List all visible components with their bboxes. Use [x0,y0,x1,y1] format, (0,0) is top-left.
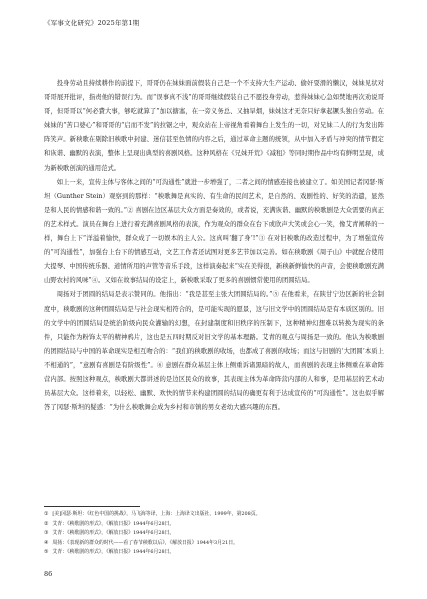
body-paragraph: 投身劳动且持续耕作的前提下，哥哥仍在妹妹面前假装自己是一个不支持大生产运动、偷奸耍滑的懒汉，妹妹见状对哥哥展开批评，指责他的错误行为。而“误事真不浅”的哥哥继续假装自己不愿投身劳动，惹得妹妹心急如焚地再次劝说哥哥，但哥哥以“何必費大事，够吃就算了”加以搪塞，在一旁义务总、又抽旱烟，妹妹这才无奈只好拿起镢头独自劳动。在妹妹的“苦口婆心”和哥哥的“启而不发”的拉锯之中，观众站在上帝视角看着舞台上发生的一切，对兄妹二人的行为发出阵阵笑声。新秧歌在剔除旧秧歌中封建、迷信甚至色情的内容之后，通过革命主题的统领，从中加入矛盾与冲突的情节假定和诙谐、幽默的表演，整体上呈现出典型的喜剧风格。这种风格在《兄妹开荒》《减租》等同时期作品中均有鲜明呈现，成为新秧歌创演的通用范式。 [44,80,384,172]
running-header: 《军事文化研究》2025年第1期 [44,19,140,27]
footnote-mark: ① [44,511,49,517]
footnote-mark: ③ [44,530,49,536]
footnote [44,548,384,558]
page-number: 86 [44,570,53,578]
footnote-text: 艾青：《秧歌剧的形式》，《解放日报》1944年6月28日。 [52,549,175,555]
footnote-mark: ⑤ [44,549,49,555]
main-body-text [44,77,384,415]
footnote-text: 周扬：《表现新的群众的时代——看了春节秧歌以后》，《解放日报》1944年3月21日。 [52,539,238,546]
footnote-mark: ④ [44,539,49,546]
footnote [44,529,384,539]
footnote-mark: ② [44,520,49,527]
footnote-divider [44,506,140,507]
footnote-text: 艾青：《秧歌剧的形式》，《解放日报》1944年6月28日。 [52,530,175,536]
footnotes [44,510,384,558]
body-paragraph: 周扬对于团圆的结局是表示赞同的。他指出：“我是甚至主张大团圆结局的。”⑤ 在他看来，在陕甘宁边区新的社会制度中，秧歌剧的这种团圆结局是与社会现实相符合的，是可能实现的愿景，这与旧文学中的团圆结局是有本质区别的。旧的文学中的团圆结局是统治阶级向民众灌输的幻想，在封建制度和旧秩序的压制下，这种精神幻想难以转换为现实的条件，只能作为粉饰太平的精神鸦片，这也是五四时期反对旧文学的基本理路。艾青的观点与周扬是一致的。他认为秧歌剧的团圆结局与中国的革命现实是相互吻合的：“我们的秧歌剧的收场，也都成了喜剧的收场；而这与旧剧的‘大团圆’本质上不相通的”，“意剧有喜剧是有阶级性”。⑥ 意剧在群众基层主体上侧重诉诸黑暗的故人，而喜剧的表现主体侧重在革命阵营内部。按照这种观点，秧歌剧大都讲述的是边区民众的故事，其表现主体为革命阵营内部的人和事，是用基层的艺术动员基层大众。这样着来，以轻松、幽默、欢快的情节来构建团圆的结局的确更有利于达成宣传的“可沟通性”。这也似乎解答了冈瑟·斯坦的疑惑：“为什么秧歌舞会成为乡村和市镇的男女老幼大感兴趣的东西。 [44,291,384,412]
footnote-text: [美]冈瑟·斯坦：《红色中国的挑战》，马飞海等译，上海：上海译文出版社，1999年，第208页。 [52,511,261,517]
footnote [44,539,384,549]
footnote [44,520,384,530]
footnote-text: 艾青：《秧歌剧的形式》，《解放日报》1944年6月28日。 [52,520,175,527]
body-paragraph: 如上一来，宣传主体与客体之间的“可沟通性”就进一步增强了，二者之间的情感连接也被建立了。如美国记者冈瑟·斯坦（Gunther Stein）观察到的那样：“秧歌舞是真实的、有生命的民间艺术，是自然的、戏剧性的、好笑的消遣，显然是和人民的情感和谐一致的。”② 喜剧在边区基层大众方面是奏效的，或者说，充满诙谐、幽默的秧歌剧是大众需要的真正的艺术样式。演员在舞台上进行着充满喜剧风格的表演，作为观众的群众在台下或欣声大笑或会心一笑，像艾青阐释的一样，舞台上下“洋溢着愉快，群众成了一切娱本的主人公。这真叫‘翻了身’!”③ 在对旧秧歌的改造过程中，为了增强宣传的“可沟通性”，加强台上台下的情感互动，文艺工作者还试图对更多艺节加以完善。如在秧歌剧《周子山》中就配合使用大提琴、中国传统乐器、道情所用的声管等音乐手段，这样演奏起来“实在美得很，新秧新鲜愉快的声音，会使秧歌剧充满山野农村的风味”④。又如在故事结局的设定上，新秧歌采取了更多的喜剧惯常使用的团圆结局。 [44,178,384,285]
footnote [44,510,384,520]
